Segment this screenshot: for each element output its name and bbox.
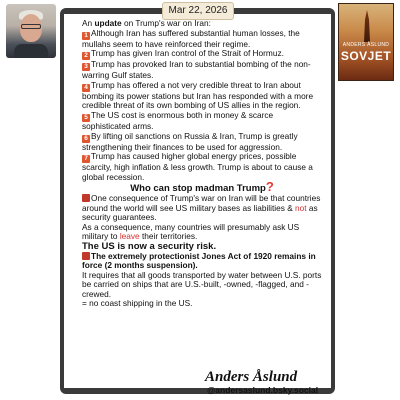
number-2-icon: 2 — [82, 52, 90, 60]
post-content — [82, 19, 322, 309]
book-cover — [338, 3, 394, 81]
tower-illustration — [362, 10, 372, 42]
question-mark-icon: ? — [265, 179, 274, 195]
point-5: 5 The US cost is enormous both in money & scarce sophisticated arms. — [82, 109, 274, 131]
book-title: SOVJET — [340, 49, 392, 63]
point-4: 4 Trump has offered a not very credible threat to Iran about bombing its power stations but Iran has responded with a more credible threat of its own bombing of US allies in the region. — [82, 79, 314, 111]
number-7-icon: 7 — [82, 155, 90, 163]
date-clip: Mar 22, 2026 — [162, 2, 234, 20]
social-handle[interactable]: @andersaslund.bsky.social — [207, 385, 319, 395]
number-4-icon: 4 — [82, 84, 90, 92]
number-5-icon: 5 — [82, 114, 90, 122]
point-1: 1 Although Iran has suffered substantial human losses, the mullahs seem to have reinforced their regime. — [82, 27, 300, 49]
intro-line: An update on Trump's war on Iran: — [82, 18, 211, 28]
number-6-icon: 6 — [82, 135, 90, 143]
security-risk-line: The US is now a security risk. — [82, 240, 217, 252]
jones-act-note: = no coast shipping in the US. — [82, 298, 193, 309]
author-photo — [6, 4, 56, 58]
question-heading: Who can stop madman Trump? — [130, 179, 274, 195]
book-author: ANDERS ÅSLUND — [342, 42, 390, 48]
point-3: 3 Trump has provoked Iran to substantial bombing of the non-warring Gulf states. — [82, 59, 311, 81]
consequence-paragraph: One consequence of Trump's war on Iran will be that countries around the world will see US military bases as liabilities & not as security guarantees. — [82, 192, 321, 223]
jones-act-text: It requires that all goods transported by water between U.S. ports be carried on ships that are U.S.-built, -owned, -flagged, and -crewed. — [82, 269, 322, 299]
point-7: 7 Trump has caused higher global energy prices, possible scarcity, high inflation & less growth. Trump is about to cause a global recession. — [82, 151, 313, 182]
consequence-followup: As a consequence, many countries will presumably ask US military to leave their territories. — [82, 221, 300, 242]
red-book-icon — [82, 194, 90, 202]
point-6: 6 By lifting oil sanctions on Russia & Iran, Trump is greatly strengthening their finances to be used for aggression. — [82, 130, 298, 152]
red-book-icon — [82, 252, 90, 260]
signature: Anders Åslund — [205, 369, 298, 385]
number-1-icon: 1 — [82, 32, 90, 40]
point-2: 2 Trump has given Iran control of the Strait of Hormuz. — [82, 49, 322, 60]
number-3-icon: 3 — [82, 63, 90, 71]
jones-act-heading: The extremely protectionist Jones Act of 1920 remains in force (2 months suspension). — [82, 250, 316, 271]
